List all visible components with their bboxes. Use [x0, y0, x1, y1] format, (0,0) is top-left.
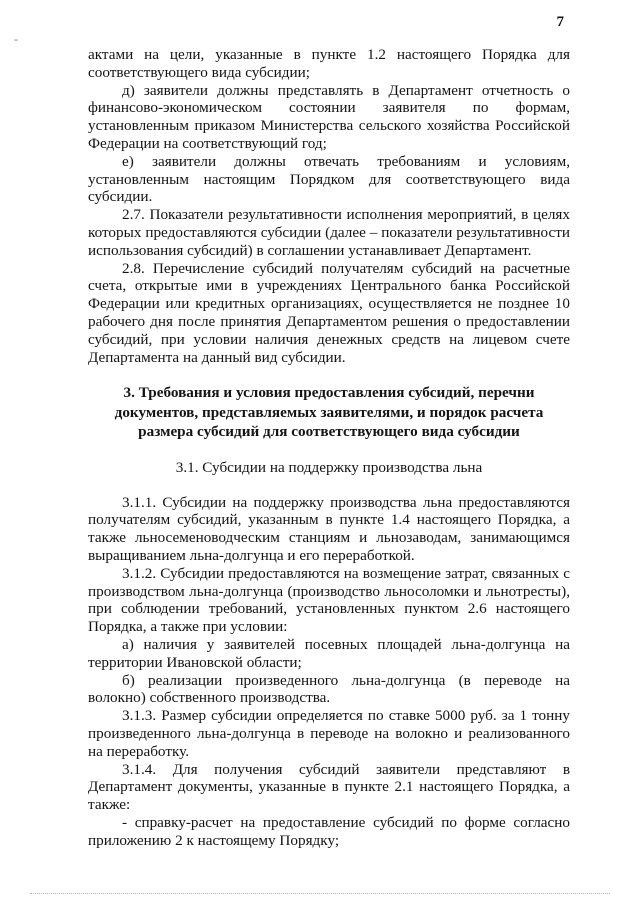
scan-mark: -	[14, 32, 18, 46]
subsection-heading: 3.1. Субсидии на поддержку производства льна	[175, 458, 483, 476]
paragraph-item-e: е) заявители должны отвечать требованиям и условиям, установленным настоящим Порядком для соответствующего вида субсидии.	[88, 152, 570, 206]
paragraph-2-7: 2.7. Показатели результативности исполнения мероприятий, в целях которых предоставляются субсидии (далее – показатели результативности использования субсидий) в соглашении устанавливает Департамент.	[88, 206, 570, 259]
paragraph-item-a: а) наличия у заявителей посевных площадей льна-долгунца на территории Ивановской области;	[88, 636, 570, 671]
paragraph-2-8: 2.8. Перечисление субсидий получателям субсидий на расчетные счета, открытые ими в учреждениях Центрального банка Российской Федерации или кредитных организациях, осуществляется не позднее 10 рабочего дня после принятия Департаментом решения о предоставлении субсидий, при условии наличия денежных средств на лицевом счете Департамента на данный вид субсидии.	[88, 259, 570, 366]
paragraph-3-1-1: 3.1.1. Субсидии на поддержку производства льна предоставляются получателям субсидий, указанным в пункте 1.4 настоящего Порядка, а также льносеменоводческим станциям и льнозаводам, занимающимся выращиванием льна-долгунца и его переработкой.	[88, 493, 570, 565]
section-heading: 3. Требования и условия предоставления субсидий, перечни документов, представляемых заявителями, и порядок расчета размера субсидий для соответствующего вида субсидии	[114, 384, 544, 441]
paragraph-item-b: б) реализации произведенного льна-долгунца (в переводе на волокно) собственного производства.	[88, 671, 570, 707]
paragraph-continuation: актами на цели, указанные в пункте 1.2 настоящего Порядка для соответствующего вида субсидии;	[88, 46, 570, 81]
paragraph-3-1-4: 3.1.4. Для получения субсидий заявители представляют в Департамент документы, указанные в пункте 2.1 настоящего Порядка, а также:	[88, 760, 570, 814]
paragraph-3-1-3: 3.1.3. Размер субсидии определяется по ставке 5000 руб. за 1 тонну произведенного льна-долгунца в переводе на волокно и реализованного на переработку.	[88, 707, 570, 760]
paragraph-bullet-calc: - справку-расчет на предоставление субсидий по форме согласно приложению 2 к настоящему Порядку;	[88, 813, 570, 849]
paragraph-3-1-2: 3.1.2. Субсидии предоставляются на возмещение затрат, связанных с производством льна-долгунца (производство льносоломки и льнотресты), при соблюдении требований, установленных пунктом 2.6 настоящего Порядка, а также при условии:	[88, 564, 570, 636]
page-number: 7	[556, 14, 564, 30]
paragraph-item-d: д) заявители должны представлять в Департамент отчетность о финансово-экономическом состоянии заявителя по формам, установленным приказом Министерства сельского хозяйства Российской Федерации на соответствующий год;	[88, 81, 570, 152]
scan-edge-noise	[30, 893, 610, 897]
